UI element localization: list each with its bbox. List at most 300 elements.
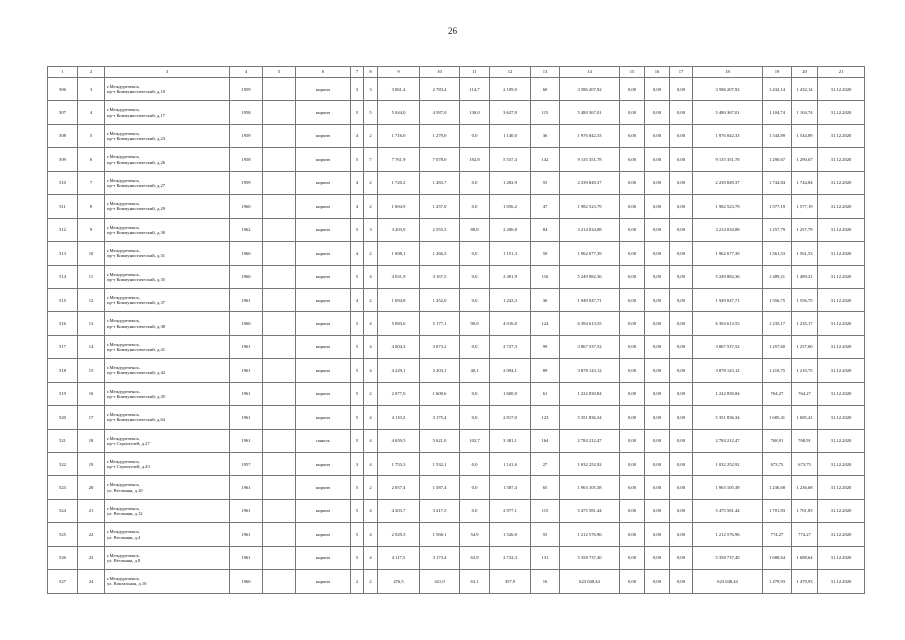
- table-row: [48, 406, 865, 429]
- table-cell: 2 555,3: [420, 218, 460, 241]
- table-cell: 1960: [230, 242, 263, 265]
- table-cell: 2: [364, 382, 378, 405]
- table-cell: 1 982 523,79: [560, 195, 620, 218]
- table-cell: 6: [78, 148, 105, 171]
- table-row: [48, 382, 865, 405]
- column-number-13: 13: [531, 67, 560, 78]
- table-cell: 31.12.2020: [818, 148, 865, 171]
- table-cell: 0,00: [620, 148, 645, 171]
- table-cell: 0,00: [670, 546, 693, 569]
- table-cell: 31.12.2020: [818, 265, 865, 288]
- address-cell: г.Междуреченск, пр-т Коммунистический, д.37: [105, 288, 230, 311]
- table-cell: 520: [48, 406, 78, 429]
- table-cell: 6 394 613,55: [560, 312, 620, 335]
- table-cell: 31.12.2020: [818, 124, 865, 147]
- table-cell: 5 358 737,40: [693, 546, 763, 569]
- table-cell: 3 217,5: [420, 499, 460, 522]
- table-cell: 36: [531, 124, 560, 147]
- table-cell: 0,00: [645, 101, 670, 124]
- table-cell: 1 236,68: [792, 476, 818, 499]
- table-cell: 1 056,2: [490, 195, 531, 218]
- column-number-1: 1: [48, 67, 78, 78]
- address-cell: г.Междуреченск, пр-т Коммунистический, д.31: [105, 242, 230, 265]
- table-row: [48, 359, 865, 382]
- table-cell: 19: [78, 453, 105, 476]
- table-cell: 0,00: [670, 288, 693, 311]
- table-cell: кирпич: [296, 124, 351, 147]
- table-cell: 0,00: [670, 265, 693, 288]
- table-cell: 0,00: [620, 124, 645, 147]
- table-cell: 506: [48, 78, 78, 101]
- table-cell: 0,0: [460, 335, 490, 358]
- table-cell: 116: [531, 265, 560, 288]
- table-cell: 3 586 207,92: [560, 78, 620, 101]
- table-cell: 522: [48, 453, 78, 476]
- table-cell: 1960: [230, 312, 263, 335]
- table-cell: 4 117,5: [378, 546, 420, 569]
- table-cell: 36: [531, 288, 560, 311]
- table-cell: 0,00: [620, 101, 645, 124]
- table-cell: 0,0: [460, 499, 490, 522]
- table-cell: 2: [364, 171, 378, 194]
- table-cell: 4 659,5: [378, 429, 420, 452]
- table-row: [48, 523, 865, 546]
- table-cell: 10: [78, 242, 105, 265]
- table-cell: 3 381,1: [490, 429, 531, 452]
- table-row: [48, 242, 865, 265]
- table-cell: 1 544,89: [763, 124, 792, 147]
- table-cell: 2 239 849,37: [560, 171, 620, 194]
- table-cell: 0,00: [670, 78, 693, 101]
- table-cell: 5 480 367,01: [560, 101, 620, 124]
- table-row: [48, 195, 865, 218]
- table-cell: 4: [364, 546, 378, 569]
- table-cell: 511: [48, 195, 78, 218]
- table-cell: 1961: [230, 382, 263, 405]
- table-cell: 84: [531, 218, 560, 241]
- table-cell: 0,0: [460, 382, 490, 405]
- table-cell: кирпич: [296, 195, 351, 218]
- table-cell: 5: [351, 359, 364, 382]
- column-number-17: 17: [670, 67, 693, 78]
- table-cell: 5 249 882,36: [560, 265, 620, 288]
- table-cell: 1 140,0: [490, 124, 531, 147]
- table-cell: 114,7: [460, 78, 490, 101]
- table-cell: 0,0: [460, 288, 490, 311]
- table-cell: 130,0: [460, 101, 490, 124]
- table-cell: 1960: [230, 570, 263, 593]
- table-cell: 61: [531, 382, 560, 405]
- table-cell: кирпич: [296, 218, 351, 241]
- table-cell: 0,00: [645, 265, 670, 288]
- table-cell: [263, 124, 296, 147]
- table-cell: 5: [351, 382, 364, 405]
- table-cell: кирпич: [296, 570, 351, 593]
- table-cell: 1 479,93: [763, 570, 792, 593]
- table-cell: 1961: [230, 429, 263, 452]
- table-cell: 0,00: [645, 499, 670, 522]
- table-cell: 5 249 882,36: [693, 265, 763, 288]
- table-cell: 0,00: [620, 359, 645, 382]
- table-cell: 3 175,4: [420, 406, 460, 429]
- table-cell: 1 257,60: [763, 335, 792, 358]
- table-cell: 0,00: [670, 382, 693, 405]
- table-cell: [263, 242, 296, 265]
- table-cell: кирпич: [296, 359, 351, 382]
- table-cell: 0,00: [645, 382, 670, 405]
- address-cell: г.Междуреченск, пр-т Коммунистический, д.29: [105, 195, 230, 218]
- address-cell: г.Междуреченск, ул. Весенняя, д.12: [105, 499, 230, 522]
- table-cell: 1961: [230, 476, 263, 499]
- table-cell: кирпич: [296, 171, 351, 194]
- table-cell: 22: [78, 523, 105, 546]
- table-cell: 1959: [230, 78, 263, 101]
- table-cell: 476,5: [378, 570, 420, 593]
- table-cell: 768,91: [792, 429, 818, 452]
- table-cell: 192,8: [460, 148, 490, 171]
- table-cell: 0,00: [670, 570, 693, 593]
- table-cell: 527: [48, 570, 78, 593]
- table-cell: 55: [531, 171, 560, 194]
- table-cell: [263, 288, 296, 311]
- table-cell: 9 135 351,78: [693, 148, 763, 171]
- table-cell: 0,00: [620, 265, 645, 288]
- table-cell: 1 701,83: [792, 499, 818, 522]
- table-row: [48, 476, 865, 499]
- table-cell: 0,0: [460, 476, 490, 499]
- table-cell: кирпич: [296, 406, 351, 429]
- table-cell: [263, 382, 296, 405]
- table-cell: 20: [78, 476, 105, 499]
- table-cell: 1 976 842,33: [693, 124, 763, 147]
- column-number-21: 21: [818, 67, 865, 78]
- table-cell: 764,27: [792, 382, 818, 405]
- table-cell: 4 031,9: [378, 265, 420, 288]
- table-row: [48, 335, 865, 358]
- table-cell: панель: [296, 429, 351, 452]
- table-cell: 3: [351, 453, 364, 476]
- table-cell: 90,9: [460, 312, 490, 335]
- table-cell: 1 279,0: [420, 124, 460, 147]
- table-cell: 9 135 351,78: [560, 148, 620, 171]
- column-number-7: 7: [351, 67, 364, 78]
- table-cell: 2 206,8: [490, 218, 531, 241]
- address-cell: г.Междуреченск, пр-т Коммунистический, д.10: [105, 78, 230, 101]
- column-number-11: 11: [460, 67, 490, 78]
- table-cell: 1 283,7: [420, 171, 460, 194]
- column-number-3: 3: [105, 67, 230, 78]
- column-number-4: 4: [230, 67, 263, 78]
- table-cell: 0,00: [670, 171, 693, 194]
- table-cell: 0,00: [620, 335, 645, 358]
- table-cell: 31.12.2020: [818, 523, 865, 546]
- table-cell: 4: [364, 453, 378, 476]
- address-cell: г.Междуреченск, ул. Весенняя, д.4: [105, 523, 230, 546]
- table-cell: 0,00: [620, 288, 645, 311]
- table-cell: 1 266,3: [420, 242, 460, 265]
- table-cell: 1959: [230, 171, 263, 194]
- table-cell: 1 243,3: [490, 288, 531, 311]
- table-cell: 517: [48, 335, 78, 358]
- table-cell: 4: [351, 124, 364, 147]
- table-row: [48, 124, 865, 147]
- table-cell: кирпич: [296, 523, 351, 546]
- address-cell: г.Междуреченск, пр-т Коммунистический, д.26: [105, 148, 230, 171]
- address-cell: г.Междуреченск, пр-т Строителей, д.27: [105, 429, 230, 452]
- table-cell: 4 110,2: [378, 406, 420, 429]
- table-cell: 3 861,4: [378, 78, 420, 101]
- table-cell: 31.12.2020: [818, 78, 865, 101]
- table-cell: 0,00: [645, 218, 670, 241]
- table-cell: 1 257,79: [763, 218, 792, 241]
- table-cell: 5 351 836,34: [560, 406, 620, 429]
- table-cell: 1962: [230, 218, 263, 241]
- table-cell: 5 177,1: [420, 312, 460, 335]
- address-cell: г.Междуреченск, пр-т Коммунистический, д.42: [105, 359, 230, 382]
- table-cell: 0,00: [645, 406, 670, 429]
- table-cell: 1 561,53: [763, 242, 792, 265]
- table-cell: 1 212 576,96: [693, 523, 763, 546]
- table-cell: 0,00: [670, 242, 693, 265]
- table-cell: кирпич: [296, 78, 351, 101]
- table-cell: 1 949 047,71: [560, 288, 620, 311]
- table-cell: 2: [364, 124, 378, 147]
- table-cell: 1 577,19: [763, 195, 792, 218]
- table-cell: [263, 101, 296, 124]
- table-cell: кирпич: [296, 148, 351, 171]
- table-cell: 3 203,1: [420, 359, 460, 382]
- table-cell: 31.12.2020: [818, 406, 865, 429]
- table-cell: 99: [531, 335, 560, 358]
- address-cell: г.Междуреченск, ул. Весенняя, д.8: [105, 546, 230, 569]
- table-cell: 1 561,53: [792, 242, 818, 265]
- table-cell: 8: [78, 195, 105, 218]
- table-cell: 0,00: [645, 453, 670, 476]
- table-cell: 518: [48, 359, 78, 382]
- table-cell: 4: [351, 242, 364, 265]
- table-cell: 2: [364, 288, 378, 311]
- table-cell: 31.12.2020: [818, 499, 865, 522]
- table-cell: кирпич: [296, 101, 351, 124]
- table-cell: 0,00: [670, 101, 693, 124]
- table-cell: 7: [364, 148, 378, 171]
- table-cell: 774,27: [792, 523, 818, 546]
- table-cell: 16: [78, 382, 105, 405]
- table-cell: [263, 335, 296, 358]
- table-cell: 1 976 842,33: [560, 124, 620, 147]
- table-cell: 1 688,64: [763, 546, 792, 569]
- table-cell: 1957: [230, 453, 263, 476]
- table-cell: 0,00: [670, 335, 693, 358]
- table-row: [48, 265, 865, 288]
- table-cell: [263, 499, 296, 522]
- table-cell: 514: [48, 265, 78, 288]
- table-cell: 1 744,84: [792, 171, 818, 194]
- table-cell: 0,00: [670, 429, 693, 452]
- table-cell: 2 977,1: [490, 499, 531, 522]
- table-row: [48, 78, 865, 101]
- table-cell: 0,00: [670, 499, 693, 522]
- table-cell: 1958: [230, 148, 263, 171]
- table-cell: 6 394 613,55: [693, 312, 763, 335]
- table-cell: 5: [351, 312, 364, 335]
- table-cell: 3: [78, 78, 105, 101]
- table-cell: 3 627,9: [490, 101, 531, 124]
- table-body: [48, 78, 865, 594]
- table-cell: 0,00: [645, 78, 670, 101]
- table-cell: 2 722,3: [490, 546, 531, 569]
- column-number-10: 10: [420, 67, 460, 78]
- table-cell: 513: [48, 242, 78, 265]
- table-cell: 512: [48, 218, 78, 241]
- table-cell: 115: [531, 499, 560, 522]
- table-cell: 5: [351, 523, 364, 546]
- table-cell: 519: [48, 382, 78, 405]
- table-cell: 1 104,74: [763, 101, 792, 124]
- table-cell: 0,00: [645, 476, 670, 499]
- table-cell: 0,00: [620, 195, 645, 218]
- table-cell: 1 982 523,79: [693, 195, 763, 218]
- table-cell: 115: [531, 101, 560, 124]
- address-cell: г.Междуреченск, пр-т Коммунистический, д.38: [105, 312, 230, 335]
- table-cell: 1 222 830,84: [560, 382, 620, 405]
- table-cell: 0,00: [620, 453, 645, 476]
- table-cell: 7 761,9: [378, 148, 420, 171]
- table-cell: 2 239 849,37: [693, 171, 763, 194]
- table-cell: 1961: [230, 499, 263, 522]
- table-row: [48, 499, 865, 522]
- table-cell: [263, 523, 296, 546]
- table-cell: 4: [364, 523, 378, 546]
- table-cell: 2 077,0: [378, 382, 420, 405]
- table-cell: 1961: [230, 406, 263, 429]
- table-cell: 0,00: [645, 312, 670, 335]
- table-cell: 4: [364, 265, 378, 288]
- column-number-20: 20: [792, 67, 818, 78]
- table-cell: 0,00: [620, 242, 645, 265]
- address-cell: г.Междуреченск, пр-т Коммунистический, д.17: [105, 101, 230, 124]
- table-cell: 0,00: [670, 453, 693, 476]
- table-cell: 5: [351, 499, 364, 522]
- table-cell: 516: [48, 312, 78, 335]
- table-cell: 421,0: [420, 570, 460, 593]
- table-cell: 1959: [230, 124, 263, 147]
- table-cell: 54,9: [460, 523, 490, 546]
- table-cell: 50: [531, 242, 560, 265]
- table-cell: 31.12.2020: [818, 335, 865, 358]
- table-cell: 102,7: [460, 429, 490, 452]
- table-cell: [263, 218, 296, 241]
- table-cell: 5: [351, 265, 364, 288]
- table-cell: 5: [351, 101, 364, 124]
- table-cell: 0,00: [645, 523, 670, 546]
- table-cell: 623 048,44: [693, 570, 763, 593]
- table-cell: 5 480 367,01: [693, 101, 763, 124]
- table-cell: 17: [78, 406, 105, 429]
- table-cell: 164: [531, 429, 560, 452]
- table-cell: 623 048,44: [560, 570, 620, 593]
- table-cell: 2: [364, 476, 378, 499]
- table-cell: 3 586 207,92: [693, 78, 763, 101]
- column-number-19: 19: [763, 67, 792, 78]
- table-cell: 0,00: [620, 312, 645, 335]
- table-cell: 31.12.2020: [818, 171, 865, 194]
- column-number-2: 2: [78, 67, 105, 78]
- table-cell: 2: [364, 242, 378, 265]
- table-cell: 1 962 677,39: [693, 242, 763, 265]
- address-cell: г.Междуреченск, пр-т Строителей, д.43: [105, 453, 230, 476]
- table-cell: 15: [78, 359, 105, 382]
- table-cell: 2 057,4: [378, 476, 420, 499]
- table-cell: 5: [351, 406, 364, 429]
- table-cell: 764,27: [763, 382, 792, 405]
- table-cell: 0,0: [460, 265, 490, 288]
- table-cell: 1 235,17: [792, 312, 818, 335]
- table-cell: кирпич: [296, 312, 351, 335]
- table-cell: 673,75: [763, 453, 792, 476]
- address-cell: г.Междуреченск, ул. Весенняя, д.10: [105, 476, 230, 499]
- table-row: [48, 148, 865, 171]
- table-cell: 14: [78, 335, 105, 358]
- column-number-6: 6: [296, 67, 351, 78]
- table-cell: кирпич: [296, 453, 351, 476]
- table-cell: [263, 359, 296, 382]
- table-cell: 131: [531, 546, 560, 569]
- column-number-row: [48, 67, 865, 78]
- table-cell: 1 290,67: [763, 148, 792, 171]
- table-cell: [263, 78, 296, 101]
- table-cell: 1 257,0: [420, 195, 460, 218]
- table-cell: 2: [351, 570, 364, 593]
- table-cell: 4: [351, 171, 364, 194]
- table-cell: 1961: [230, 288, 263, 311]
- table-cell: 47: [531, 195, 560, 218]
- column-number-15: 15: [620, 67, 645, 78]
- address-cell: г.Междуреченск, пр-т Коммунистический, д.64: [105, 406, 230, 429]
- table-cell: 2 094,1: [490, 359, 531, 382]
- table-cell: [263, 312, 296, 335]
- table-cell: [263, 148, 296, 171]
- table-cell: кирпич: [296, 546, 351, 569]
- table-cell: 2 727,3: [490, 335, 531, 358]
- table-cell: 1 753,3: [378, 453, 420, 476]
- address-cell: г.Междуреченск, пр-т Коммунистический, д.35: [105, 265, 230, 288]
- table-cell: 3 167,5: [420, 265, 460, 288]
- table-cell: 1 587,4: [420, 476, 460, 499]
- table-cell: кирпич: [296, 335, 351, 358]
- table-cell: 523: [48, 476, 78, 499]
- column-number-14: 14: [560, 67, 620, 78]
- table-row: [48, 288, 865, 311]
- table-cell: 9: [78, 218, 105, 241]
- table-cell: 0,00: [620, 499, 645, 522]
- address-cell: г.Междуреченск, пр-т Коммунистический, д.41: [105, 335, 230, 358]
- table-row: [48, 453, 865, 476]
- table-cell: 5 475 581,44: [693, 499, 763, 522]
- table-cell: 0,00: [670, 124, 693, 147]
- table-cell: 0,00: [670, 406, 693, 429]
- table-cell: 3 214 034,88: [560, 218, 620, 241]
- table-cell: 768,91: [763, 429, 792, 452]
- table-cell: 1 694,8: [378, 288, 420, 311]
- table-cell: 4: [364, 335, 378, 358]
- table-cell: 31.12.2020: [818, 242, 865, 265]
- table-cell: [263, 195, 296, 218]
- table-cell: 1 210,75: [763, 359, 792, 382]
- table-row: [48, 546, 865, 569]
- table-cell: 357,9: [490, 570, 531, 593]
- table-cell: 3 867 537,52: [693, 335, 763, 358]
